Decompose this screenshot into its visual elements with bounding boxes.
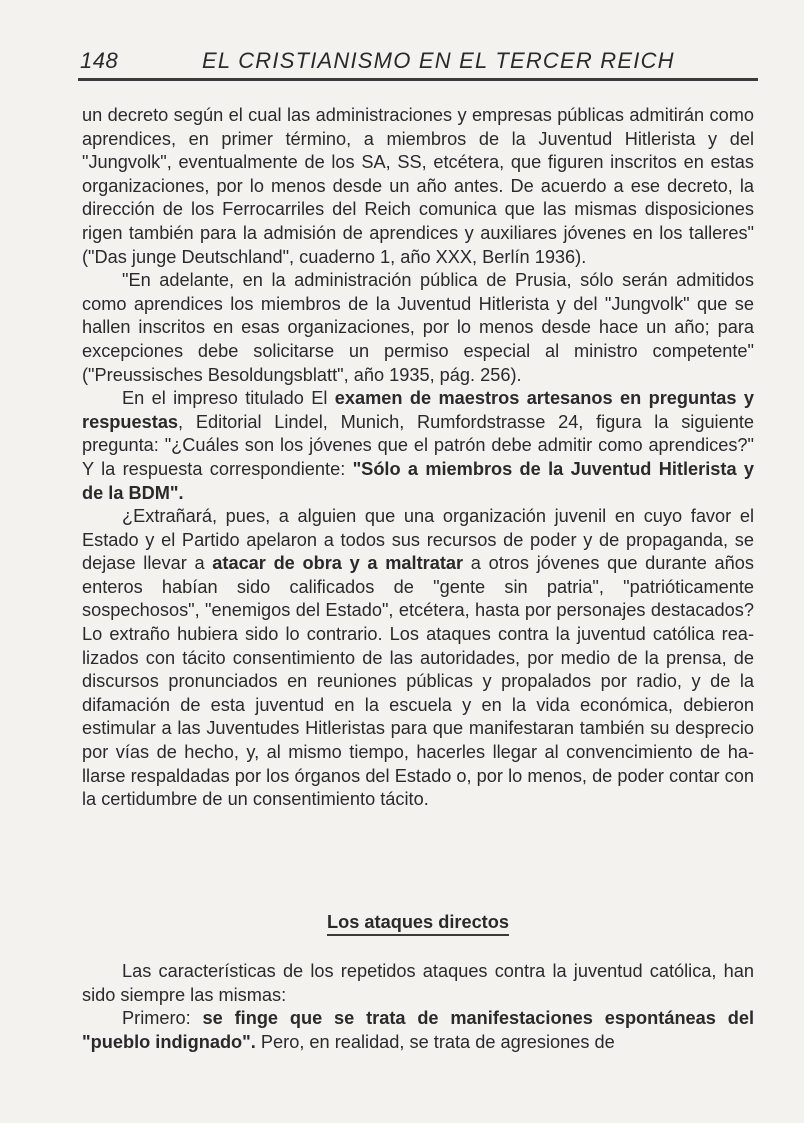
section-body-text: [82, 960, 754, 1054]
text-run: Primero:: [122, 1008, 203, 1029]
running-head: [80, 44, 756, 80]
text-run: "Sólo a miembros de la Juventud Hitlerista y de la BDM".: [82, 458, 754, 503]
text-run: Las características de los repetidos ataques contra la juventud católica, han sido siempre las mismas:: [82, 961, 754, 1005]
paragraph: [82, 387, 754, 505]
text-run: atacar de obra y a maltratar: [212, 553, 464, 574]
section-heading-text: Los ataques directos: [327, 912, 509, 936]
header-rule: [78, 78, 758, 81]
text-run: a otros jóvenes que durante años enteros habían sido calificados de "gente sin patria", "patrióticamente sospechosos", "enemigos del Estado", etcétera, hasta por personajes destacados? Lo extraño hubiera sido lo contrario. Los ataques contra la juventud católica realizados con tácito consentimiento de las autoridades, por medio de la prensa, de discursos pronunciados en reuniones públicas y propalados por radio, y de la difamación de esta juventud en la escuela y en la vida económica, debieron estimular a las Juventudes Hitleristas para que manifestaran también su desprecio por vías de hecho, y, al mismo tiempo, hacerles llegar al convencimiento de hallarse respaldadas por los órganos del Estado o, por lo menos, de poder contar con la certidumbre de un consentimiento tácito.: [82, 553, 754, 810]
section-heading: [82, 912, 754, 933]
text-run: se finge que se trata de manifestaciones espontáneas del "pueblo indignado".: [82, 1008, 754, 1052]
paragraph: [82, 505, 754, 812]
text-run: examen de maestros artesanos en preguntas y respuestas: [82, 388, 754, 432]
paragraph: [82, 960, 754, 1007]
book-title: EL CRISTIANISMO EN EL TERCER REICH: [202, 48, 675, 73]
text-run: un decreto según el cual las administraciones y empresas públicas admitirán como aprendices, en primer término, a miembros de la Juventud Hitlerista y del "Jungvolk", eventualmente de los SA, SS, etcétera, que figuren inscritos en estas organizaciones, por lo menos desde un año antes. De acuerdo a ese decreto, la dirección de los Ferrocarriles del Reich comunica que las mismas disposiciones rigen también para la admisión de aprendices y auxiliares jóvenes en los talleres" ("Das junge Deutschland", cuaderno 1, año XXX, Berlín 1936).: [82, 105, 754, 267]
paragraph: [82, 269, 754, 387]
text-run: "En adelante, en la administración pública de Prusia, sólo serán admitidos como aprendices los miembros de la Juventud Hitlerista y del "Jungvolk" que se hallen inscritos en esas organizaciones, por lo menos desde hace un año; para excepciones debe solicitarse un permiso especial al ministro competente" ("Preussisches Besoldungsblatt", año 1935, pág. 256).: [82, 270, 754, 385]
body-text: [82, 104, 754, 812]
page-number: 148: [80, 48, 119, 73]
text-run: ¿Extrañará, pues, a alguien que una organización juvenil en cuyo favor el Estado y el Partido apelaron a todos sus recursos de poder y de propaganda, se dejase llevar a: [82, 506, 754, 574]
text-run: , Editorial Lindel, Munich, Rumfordstrasse 24, figura la siguiente pregunta: "¿Cuáles son los jóvenes que el patrón debe admitir como aprendices?" Y la respuesta correspondiente:: [82, 411, 754, 479]
text-run: En el impreso titulado El: [122, 388, 335, 409]
paragraph: [82, 1007, 754, 1054]
paragraph: [82, 104, 754, 269]
text-run: Pero, en realidad, se trata de agresiones de: [255, 1031, 615, 1052]
